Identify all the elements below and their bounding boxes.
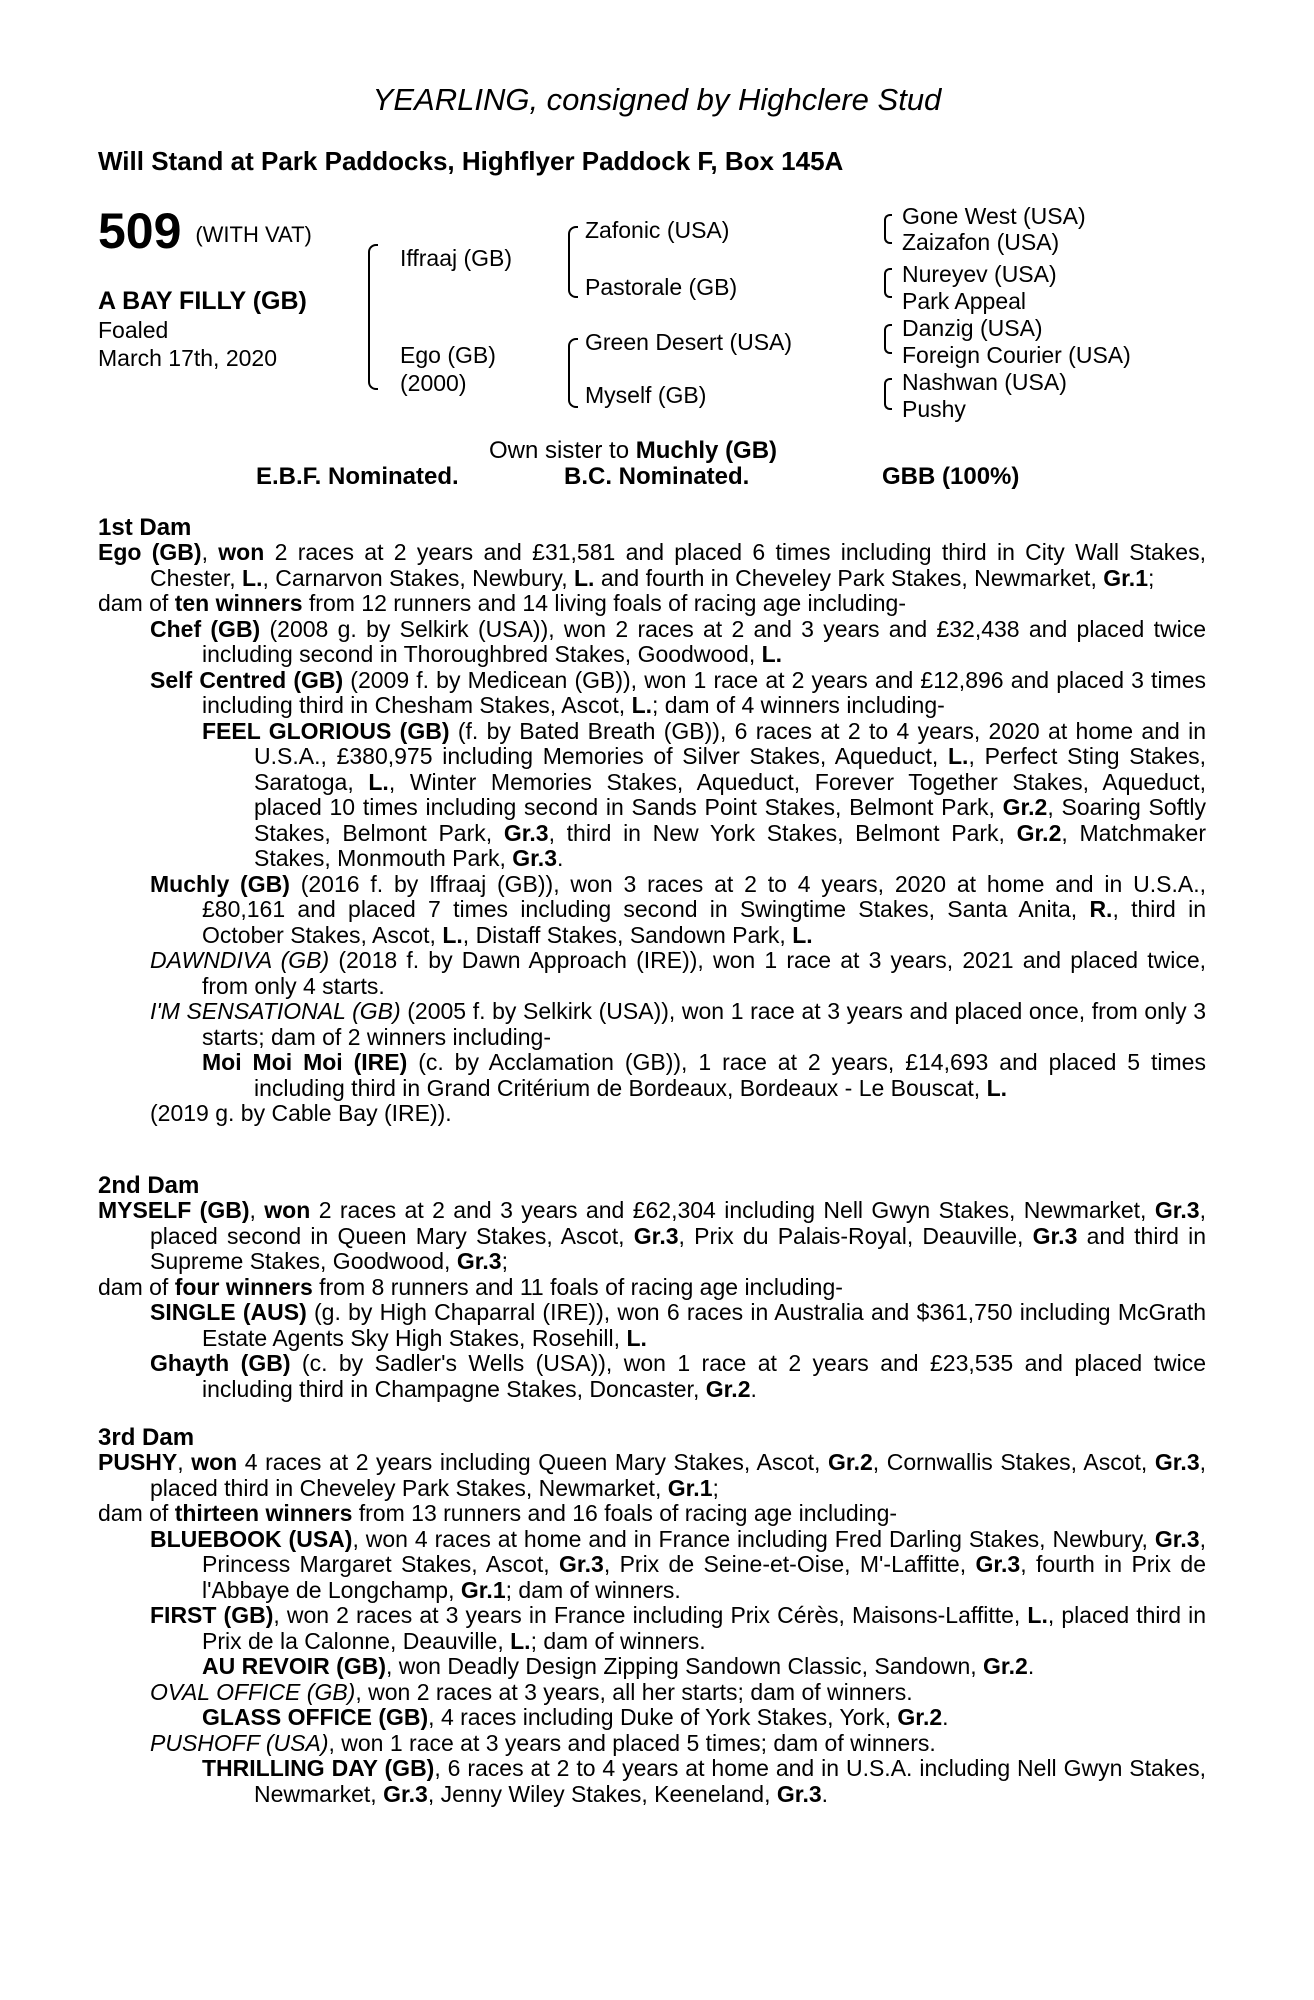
bracket-ss — [884, 214, 892, 244]
second-dam-myself: MYSELF (GB), won 2 races at 2 and 3 years and £62,304 including Nell Gwyn Stakes, Newmarket, Gr.3, placed second in Queen Mary Stakes, Ascot, Gr.3, Prix du Palais-Royal, Deauville, Gr.3 and third in Supreme Stakes, Goodwood, Gr.3; — [98, 1197, 1206, 1274]
first-dam-ego: Ego (GB), won 2 races at 2 years and £31,581 and placed 6 times including third in City Wall Stakes, Chester, L., Carnarvon Stakes, Newbury, L. and fourth in Cheveley Park Stakes, Newmarket, Gr.1; — [98, 539, 1206, 591]
foaled-label: Foaled — [98, 317, 169, 343]
bracket-sire — [568, 226, 578, 298]
third-dam-pushy: PUSHY, won 4 races at 2 years including Queen Mary Stakes, Ascot, Gr.2, Cornwallis Stakes, Ascot, Gr.3, placed third in Cheveley Park Stakes, Newmarket, Gr.1; — [98, 1449, 1207, 1501]
bracket-dd — [884, 378, 892, 410]
vat-label: (WITH VAT) — [195, 221, 312, 247]
pedigree-sire: Iffraaj (GB) — [400, 245, 513, 271]
bracket-ds — [884, 324, 892, 354]
section-third-dam: 3rd Dam — [98, 1424, 195, 1451]
page-header: YEARLING, consigned by Highclere Stud — [372, 82, 942, 117]
progeny-bluebook: BLUEBOOK (USA), won 4 races at home and in France including Fred Darling Stakes, Newbury, Gr.3, Princess Margaret Stakes, Ascot, Gr.3, Prix de Seine-et-Oise, M'-Laffitte, Gr.3, fourth in Prix de l'Abbaye de Longchamp, Gr.1; dam of winners. — [150, 1525, 1206, 1603]
own-sister-line — [489, 437, 777, 465]
section-first-dam: 1st Dam — [98, 514, 192, 541]
pedigree-dss: Danzig (USA) — [902, 315, 1043, 341]
progeny-muchly: Muchly (GB) (2016 f. by Iffraaj (GB)), won 3 races at 2 to 4 years, 2020 at home and in U.S.A., £80,161 and placed 7 times including second in Swingtime Stakes, Santa Anita, R., third in October Stakes, Ascot, L., Distaff Stakes, Sandown Park, L. — [150, 870, 1206, 948]
own-sister-name: Muchly (GB) — [635, 437, 778, 464]
pedigree-ds: Green Desert (USA) — [585, 329, 793, 355]
third-dam-body — [98, 1450, 1206, 1807]
gbb-rating: GBB (100%) — [882, 463, 1020, 490]
progeny-ghayth: Ghayth (GB) (c. by Sadler's Wells (USA)), won 1 race at 2 years and £23,535 and placed twice including third in Champagne Stakes, Doncaster, Gr.2. — [150, 1350, 1206, 1402]
progeny-2019-gelding: (2019 g. by Cable Bay (IRE)). — [150, 1100, 452, 1126]
progeny-glass-office: GLASS OFFICE (GB), 4 races including Duke of York Stakes, York, Gr.2. — [202, 1704, 949, 1730]
nominations — [0, 437, 1314, 497]
progeny-thrilling-day: THRILLING DAY (GB), 6 races at 2 to 4 years at home and in U.S.A. including Nell Gwyn Stakes, Newmarket, Gr.3, Jenny Wiley Stakes, Keeneland, Gr.3. — [202, 1755, 1206, 1807]
first-dam-produce-summary: dam of ten winners from 12 runners and 14 living foals of racing age including- — [98, 590, 906, 616]
progeny-single: SINGLE (AUS) (g. by High Chaparral (IRE)), won 6 races in Australia and $361,750 including McGrath Estate Agents Sky High Stakes, Rosehill, L. — [150, 1299, 1206, 1351]
progeny-feel-glorious: FEEL GLORIOUS (GB) (f. by Bated Breath (GB)), 6 races at 2 to 4 years, 2020 at home and in U.S.A., £380,975 including Memories of Silver Stakes, Aqueduct, L., Perfect Sting Stakes, Saratoga, L., Winter Memories Stakes, Aqueduct, Forever Together Stakes, Aqueduct, placed 10 times including second in Sands Point Stakes, Belmont Park, Gr.2, Soaring Softly Stakes, Belmont Park, Gr.3, third in New York Stakes, Belmont Park, Gr.2, Matchmaker Stakes, Monmouth Park, Gr.3. — [202, 717, 1207, 871]
foaled-date: March 17th, 2020 — [98, 345, 278, 371]
pedigree-dsd: Foreign Courier (USA) — [902, 342, 1131, 368]
pedigree-dam: Ego (GB) — [400, 342, 496, 368]
bracket-main — [368, 244, 378, 390]
progeny-first: FIRST (GB), won 2 races at 3 years in France including Prix Cérès, Maisons-Laffitte, L., placed third in Prix de la Calonne, Deauville, L.; dam of winners. — [150, 1602, 1206, 1654]
progeny-im-sensational: I'M SENSATIONAL (GB) (2005 f. by Selkirk (USA)), won 1 race at 3 years and placed once, from only 3 starts; dam of 2 winners including- — [150, 998, 1206, 1050]
progeny-au-revoir: AU REVOIR (GB), won Deadly Design Zipping Sandown Classic, Sandown, Gr.2. — [202, 1653, 1035, 1679]
bracket-sd — [884, 268, 892, 298]
pedigree-sd: Pastorale (GB) — [585, 274, 738, 300]
pedigree-sdd: Park Appeal — [902, 288, 1027, 314]
stable-location: Will Stand at Park Paddocks, Highflyer Paddock F, Box 145A — [98, 146, 844, 176]
pedigree-dds: Nashwan (USA) — [902, 369, 1067, 395]
pedigree-dam-year: (2000) — [400, 370, 467, 396]
progeny-dawndiva: DAWNDIVA (GB) (2018 f. by Dawn Approach (IRE)), won 1 race at 3 years, 2021 and placed twice, from only 4 starts. — [150, 947, 1207, 999]
progeny-chef: Chef (GB) (2008 g. by Selkirk (USA)), won 2 races at 2 and 3 years and £32,438 and placed twice including second in Thoroughbred Stakes, Goodwood, L. — [150, 615, 1206, 667]
pedigree-sss: Gone West (USA) — [902, 203, 1086, 229]
pedigree-ddd: Pushy — [902, 396, 966, 422]
progeny-oval-office: OVAL OFFICE (GB), won 2 races at 3 years, all her starts; dam of winners. — [150, 1678, 913, 1705]
pedigree-ss: Zafonic (USA) — [585, 217, 730, 243]
progeny-pushoff: PUSHOFF (USA), won 1 race at 3 years and placed 5 times; dam of winners. — [150, 1729, 936, 1756]
bracket-dam — [568, 338, 578, 408]
bc-nominated: B.C. Nominated. — [564, 463, 750, 490]
pedigree-ssd: Zaizafon (USA) — [902, 229, 1060, 255]
lot-number — [98, 203, 312, 260]
horse-name: A BAY FILLY (GB) — [98, 287, 307, 315]
second-dam-produce-summary: dam of four winners from 8 runners and 11 foals of racing age including- — [98, 1273, 843, 1300]
second-dam-body — [98, 1198, 1206, 1402]
progeny-self-centred: Self Centred (GB) (2009 f. by Medicean (GB)), won 1 race at 2 years and £12,896 and placed 3 times including third in Chesham Stakes, Ascot, L.; dam of 4 winners including- — [150, 666, 1206, 718]
section-second-dam: 2nd Dam — [98, 1172, 200, 1199]
pedigree-dd: Myself (GB) — [585, 382, 707, 408]
progeny-moi-moi-moi: Moi Moi Moi (IRE) (c. by Acclamation (GB)), 1 race at 2 years, £14,693 and placed 5 times including third in Grand Critérium de Bordeaux, Bordeaux - Le Bouscat, L. — [202, 1049, 1206, 1101]
own-sister-prefix: Own sister to — [489, 437, 630, 464]
ebf-nominated: E.B.F. Nominated. — [256, 463, 459, 490]
foaled-info — [98, 316, 277, 372]
third-dam-produce-summary: dam of thirteen winners from 13 runners and 16 foals of racing age including- — [98, 1500, 898, 1526]
pedigree-sds: Nureyev (USA) — [902, 261, 1057, 287]
lot-number-value: 509 — [98, 203, 182, 259]
first-dam-body — [98, 540, 1206, 1127]
